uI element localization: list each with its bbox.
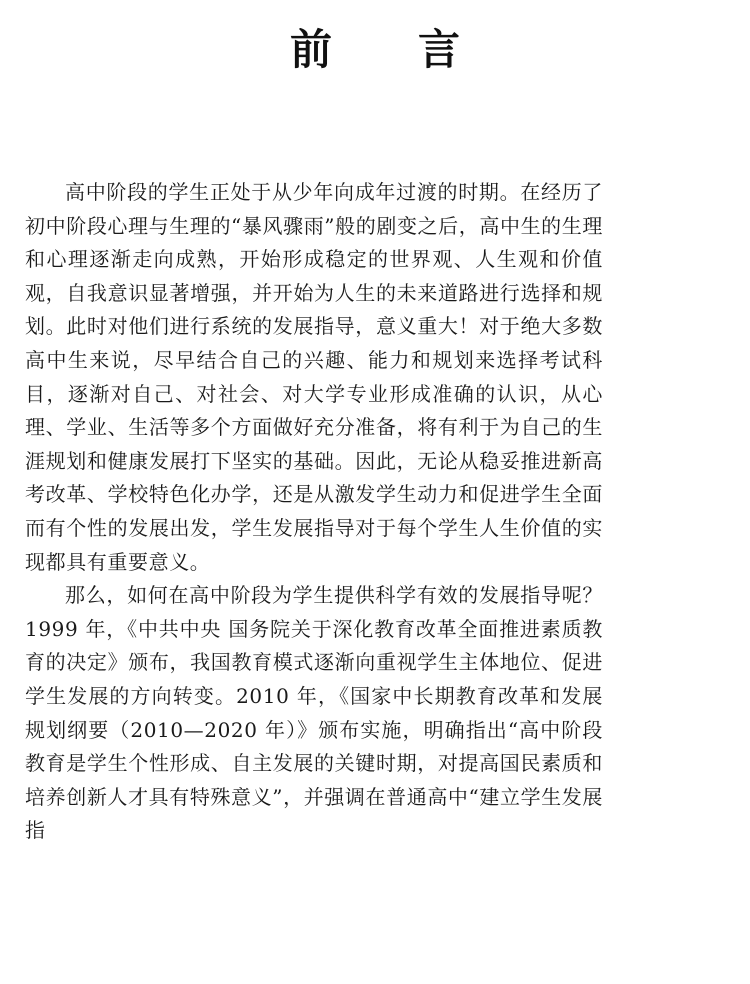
- page-title: [0, 24, 750, 76]
- preface-body: [25, 176, 603, 848]
- title-spacer: [332, 24, 418, 76]
- title-char-second: 言: [418, 25, 461, 74]
- paragraph-2: 那么，如何在高中阶段为学生提供科学有效的发展指导呢？1999 年，《中共中央 国务院关于深化教育改革全面推进素质教育的决定》颁布，我国教育模式逐渐向重视学生主体地位、促进学生发展的方向转变。2010 年，《国家中长期教育改革和发展规划纲要（2010—2020 年）》颁布实施，明确指出“高中阶段教育是学生个性形成、自主发展的关键时期，对提高国民素质和培养创新人才具有特殊意义”，并强调在普通高中“建立学生发展指: [25, 583, 603, 843]
- title-char-first: 前: [289, 25, 332, 74]
- paragraph-1: 高中阶段的学生正处于从少年向成年过渡的时期。在经历了初中阶段心理与生理的“暴风骤雨”般的剧变之后，高中生的生理和心理逐渐走向成熟，开始形成稳定的世界观、人生观和价值观，自我意识显著增强，并开始为人生的未来道路进行选择和规划。此时对他们进行系统的发展指导，意义重大！对于绝大多数高中生来说，尽早结合自己的兴趣、能力和规划来选择考试科目，逐渐对自己、对社会、对大学专业形成准确的认识，从心理、学业、生活等多个方面做好充分准备，将有利于为自己的生涯规划和健康发展打下坚实的基础。因此，无论从稳妥推进新高考改革、学校特色化办学，还是从激发学生动力和促进学生全面而有个性的发展出发，学生发展指导对于每个学生人生价值的实现都具有重要意义。: [25, 180, 603, 574]
